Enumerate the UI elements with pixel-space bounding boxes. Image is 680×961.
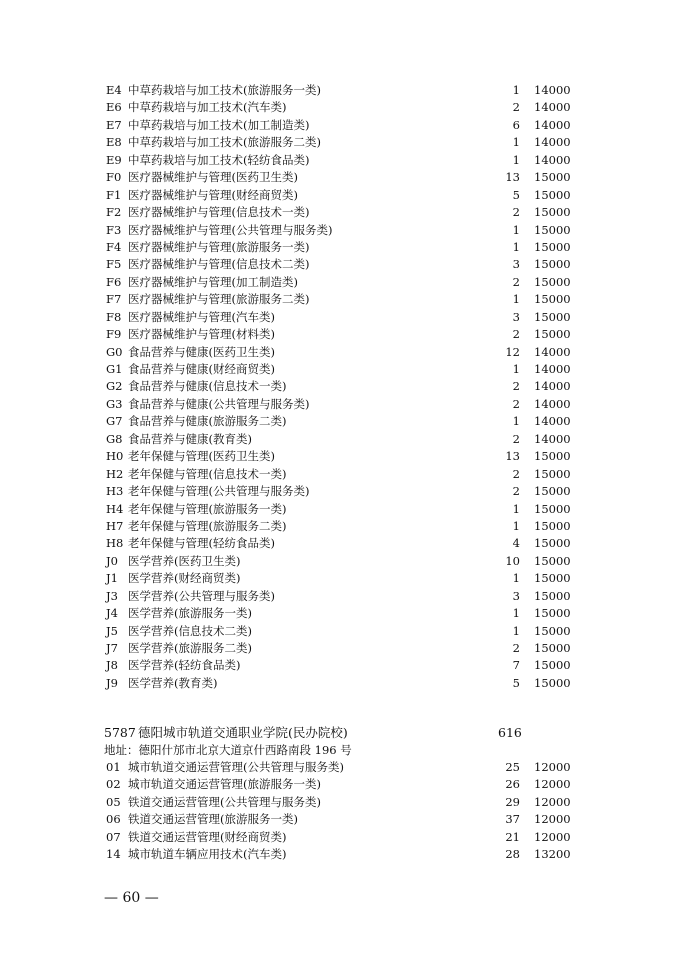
tuition-fee: 14000 xyxy=(534,100,571,115)
enrollment-count: 2 xyxy=(512,274,520,289)
program-code: F9 xyxy=(106,327,122,342)
program-name: 老年保健与管理(医药卫生类) xyxy=(128,449,275,464)
program-code: F8 xyxy=(106,309,122,324)
table-row xyxy=(0,759,680,776)
table-row xyxy=(0,291,680,308)
table-row xyxy=(0,326,680,343)
program-code: J8 xyxy=(106,658,118,673)
tuition-fee: 14000 xyxy=(534,362,571,376)
program-code: J1 xyxy=(106,571,118,586)
program-name: 老年保健与管理(信息技术一类) xyxy=(128,466,287,481)
tuition-fee: 12000 xyxy=(534,812,571,827)
enrollment-count: 4 xyxy=(512,536,520,551)
table-row xyxy=(0,535,680,552)
tuition-fee: 15000 xyxy=(534,623,571,638)
program-code: F5 xyxy=(106,257,122,272)
enrollment-count: 3 xyxy=(512,257,520,272)
table-row xyxy=(0,152,680,169)
program-name: 医疗器械维护与管理(加工制造类) xyxy=(128,274,298,289)
enrollment-count: 2 xyxy=(512,641,520,655)
table-row xyxy=(0,623,680,640)
program-list-institution xyxy=(0,759,680,864)
page-number: — 60 — xyxy=(104,890,159,906)
program-name: 医学营养(信息技术二类) xyxy=(128,623,252,638)
tuition-fee: 15000 xyxy=(534,606,571,621)
enrollment-count: 1 xyxy=(512,135,520,150)
institution-code: 5787 xyxy=(104,725,136,740)
program-code: G8 xyxy=(106,431,123,446)
program-name: 中草药栽培与加工技术(旅游服务二类) xyxy=(128,135,321,150)
program-name: 医学营养(旅游服务二类) xyxy=(128,641,252,655)
tuition-fee: 12000 xyxy=(534,829,571,844)
enrollment-count: 1 xyxy=(512,239,520,254)
table-row xyxy=(0,99,680,116)
program-code: 05 xyxy=(106,794,121,809)
tuition-fee: 15000 xyxy=(534,239,571,254)
table-row xyxy=(0,829,680,846)
program-code: E7 xyxy=(106,117,122,132)
program-code: E9 xyxy=(106,152,122,167)
program-name: 食品营养与健康(旅游服务二类) xyxy=(128,414,287,429)
enrollment-count: 2 xyxy=(512,466,520,481)
table-row xyxy=(0,570,680,587)
program-name: 医疗器械维护与管理(旅游服务二类) xyxy=(128,292,310,307)
program-code: H7 xyxy=(106,518,124,533)
program-code: G3 xyxy=(106,396,123,411)
program-name: 老年保健与管理(旅游服务二类) xyxy=(128,518,287,533)
tuition-fee: 15000 xyxy=(534,222,571,237)
tuition-fee: 15000 xyxy=(534,449,571,464)
program-name: 医疗器械维护与管理(旅游服务一类) xyxy=(128,239,310,254)
tuition-fee: 14000 xyxy=(534,414,571,429)
enrollment-count: 29 xyxy=(505,794,520,809)
table-row xyxy=(0,588,680,605)
tuition-fee: 15000 xyxy=(534,466,571,481)
program-code: H8 xyxy=(106,536,124,551)
program-name: 城市轨道交通运营管理(旅游服务一类) xyxy=(128,777,321,792)
table-row xyxy=(0,553,680,570)
program-name: 医疗器械维护与管理(材料类) xyxy=(128,327,275,342)
table-row xyxy=(0,239,680,256)
tuition-fee: 12000 xyxy=(534,794,571,809)
program-name: 食品营养与健康(教育类) xyxy=(128,431,252,446)
table-row xyxy=(0,846,680,863)
program-code: G1 xyxy=(106,362,123,376)
table-row xyxy=(0,361,680,378)
enrollment-count: 2 xyxy=(512,379,520,394)
table-row xyxy=(0,413,680,430)
program-code: F7 xyxy=(106,292,122,307)
tuition-fee: 15000 xyxy=(534,536,571,551)
program-code: E6 xyxy=(106,100,122,115)
institution-header xyxy=(0,724,680,742)
table-row xyxy=(0,117,680,134)
program-name: 铁道交通运营管理(旅游服务一类) xyxy=(128,812,298,827)
tuition-fee: 12000 xyxy=(534,777,571,792)
program-name: 食品营养与健康(财经商贸类) xyxy=(128,362,275,376)
tuition-fee: 14000 xyxy=(534,396,571,411)
table-row xyxy=(0,396,680,413)
enrollment-count: 1 xyxy=(512,623,520,638)
tuition-fee: 15000 xyxy=(534,292,571,307)
tuition-fee: 14000 xyxy=(534,344,571,359)
program-name: 食品营养与健康(医药卫生类) xyxy=(128,344,275,359)
program-code: H4 xyxy=(106,501,124,516)
table-row xyxy=(0,169,680,186)
program-code: F2 xyxy=(106,205,122,220)
program-name: 医疗器械维护与管理(信息技术二类) xyxy=(128,257,310,272)
program-code: E8 xyxy=(106,135,122,150)
tuition-fee: 15000 xyxy=(534,518,571,533)
table-row xyxy=(0,187,680,204)
enrollment-count: 5 xyxy=(512,675,520,690)
table-row xyxy=(0,640,680,657)
tuition-fee: 13200 xyxy=(534,847,571,862)
program-name: 医疗器械维护与管理(财经商贸类) xyxy=(128,187,298,202)
table-row xyxy=(0,811,680,828)
tuition-fee: 15000 xyxy=(534,553,571,568)
program-code: J9 xyxy=(106,675,118,690)
enrollment-count: 10 xyxy=(505,553,520,568)
program-name: 医疗器械维护与管理(汽车类) xyxy=(128,309,275,324)
enrollment-count: 3 xyxy=(512,588,520,603)
program-name: 老年保健与管理(轻纺食品类) xyxy=(128,536,275,551)
tuition-fee: 15000 xyxy=(534,327,571,342)
tuition-fee: 12000 xyxy=(534,760,571,774)
enrollment-count: 2 xyxy=(512,327,520,342)
program-code: G7 xyxy=(106,414,123,429)
program-code: J0 xyxy=(106,553,118,568)
tuition-fee: 14000 xyxy=(534,135,571,150)
enrollment-count: 1 xyxy=(512,501,520,516)
table-row xyxy=(0,518,680,535)
program-code: G0 xyxy=(106,344,123,359)
enrollment-count: 21 xyxy=(505,829,520,844)
tuition-fee: 15000 xyxy=(534,501,571,516)
tuition-fee: 15000 xyxy=(534,170,571,185)
program-code: F1 xyxy=(106,187,122,202)
program-code: 14 xyxy=(106,847,121,862)
program-name: 老年保健与管理(旅游服务一类) xyxy=(128,501,287,516)
program-code: 07 xyxy=(106,829,121,844)
table-row xyxy=(0,204,680,221)
enrollment-count: 2 xyxy=(512,431,520,446)
program-name: 医学营养(财经商贸类) xyxy=(128,571,241,586)
program-code: 01 xyxy=(106,760,121,774)
tuition-fee: 15000 xyxy=(534,187,571,202)
program-code: G2 xyxy=(106,379,123,394)
tuition-fee: 15000 xyxy=(534,309,571,324)
enrollment-count: 1 xyxy=(512,292,520,307)
enrollment-count: 1 xyxy=(512,606,520,621)
institution-name: 德阳城市轨道交通职业学院(民办院校) xyxy=(138,725,348,740)
program-name: 城市轨道交通运营管理(公共管理与服务类) xyxy=(128,760,344,774)
enrollment-count: 1 xyxy=(512,414,520,429)
enrollment-count: 37 xyxy=(505,812,520,827)
program-list-continued xyxy=(0,82,680,692)
institution-total-plan: 616 xyxy=(498,725,522,740)
program-name: 医疗器械维护与管理(医药卫生类) xyxy=(128,170,298,185)
table-row xyxy=(0,657,680,674)
tuition-fee: 15000 xyxy=(534,484,571,499)
program-name: 医学营养(公共管理与服务类) xyxy=(128,588,275,603)
program-code: H2 xyxy=(106,466,124,481)
tuition-fee: 15000 xyxy=(534,641,571,655)
table-row xyxy=(0,134,680,151)
program-name: 医学营养(旅游服务一类) xyxy=(128,606,252,621)
table-row xyxy=(0,256,680,273)
tuition-fee: 14000 xyxy=(534,152,571,167)
table-row xyxy=(0,431,680,448)
table-row xyxy=(0,675,680,692)
tuition-fee: 14000 xyxy=(534,431,571,446)
program-name: 医学营养(教育类) xyxy=(128,675,218,690)
program-name: 医学营养(医药卫生类) xyxy=(128,553,241,568)
program-name: 食品营养与健康(公共管理与服务类) xyxy=(128,396,310,411)
table-row xyxy=(0,378,680,395)
program-name: 中草药栽培与加工技术(轻纺食品类) xyxy=(128,152,310,167)
enrollment-count: 7 xyxy=(512,658,520,673)
program-code: F6 xyxy=(106,274,122,289)
table-row xyxy=(0,82,680,99)
program-name: 中草药栽培与加工技术(加工制造类) xyxy=(128,117,310,132)
enrollment-count: 2 xyxy=(512,484,520,499)
program-code: F3 xyxy=(106,222,122,237)
enrollment-count: 1 xyxy=(512,83,520,97)
table-row xyxy=(0,605,680,622)
tuition-fee: 14000 xyxy=(534,117,571,132)
tuition-fee: 15000 xyxy=(534,257,571,272)
enrollment-count: 1 xyxy=(512,518,520,533)
tuition-fee: 15000 xyxy=(534,274,571,289)
tuition-fee: 15000 xyxy=(534,205,571,220)
table-row xyxy=(0,309,680,326)
program-code: J5 xyxy=(106,623,118,638)
enrollment-count: 2 xyxy=(512,100,520,115)
enrollment-count: 1 xyxy=(512,152,520,167)
program-code: H0 xyxy=(106,449,124,464)
program-code: H3 xyxy=(106,484,124,499)
enrollment-count: 6 xyxy=(512,117,520,132)
tuition-fee: 14000 xyxy=(534,83,571,97)
tuition-fee: 15000 xyxy=(534,571,571,586)
tuition-fee: 15000 xyxy=(534,588,571,603)
enrollment-count: 3 xyxy=(512,309,520,324)
tuition-fee: 15000 xyxy=(534,675,571,690)
enrollment-count: 1 xyxy=(512,571,520,586)
program-name: 医学营养(轻纺食品类) xyxy=(128,658,241,673)
program-name: 医疗器械维护与管理(信息技术一类) xyxy=(128,205,310,220)
program-name: 铁道交通运营管理(财经商贸类) xyxy=(128,829,287,844)
table-row xyxy=(0,222,680,239)
table-row xyxy=(0,483,680,500)
enrollment-count: 28 xyxy=(505,847,520,862)
enrollment-count: 1 xyxy=(512,362,520,376)
program-name: 中草药栽培与加工技术(旅游服务一类) xyxy=(128,83,321,97)
enrollment-count: 13 xyxy=(505,449,520,464)
program-code: J7 xyxy=(106,641,118,655)
institution-address: 地址：德阳什邡市北京大道京什西路南段 196 号 xyxy=(104,743,352,757)
enrollment-count: 25 xyxy=(505,760,520,774)
program-name: 中草药栽培与加工技术(汽车类) xyxy=(128,100,287,115)
program-name: 食品营养与健康(信息技术一类) xyxy=(128,379,287,394)
program-code: J4 xyxy=(106,606,118,621)
program-code: F0 xyxy=(106,170,122,185)
program-code: E4 xyxy=(106,83,122,97)
program-name: 城市轨道车辆应用技术(汽车类) xyxy=(128,847,287,862)
program-name: 铁道交通运营管理(公共管理与服务类) xyxy=(128,794,321,809)
program-name: 老年保健与管理(公共管理与服务类) xyxy=(128,484,310,499)
table-row xyxy=(0,794,680,811)
program-code: 02 xyxy=(106,777,121,792)
program-name: 医疗器械维护与管理(公共管理与服务类) xyxy=(128,222,333,237)
enrollment-count: 12 xyxy=(505,344,520,359)
table-row xyxy=(0,776,680,793)
tuition-fee: 15000 xyxy=(534,658,571,673)
table-row xyxy=(0,501,680,518)
table-row xyxy=(0,344,680,361)
table-row xyxy=(0,448,680,465)
tuition-fee: 14000 xyxy=(534,379,571,394)
enrollment-count: 2 xyxy=(512,396,520,411)
program-code: 06 xyxy=(106,812,121,827)
enrollment-count: 26 xyxy=(505,777,520,792)
program-code: J3 xyxy=(106,588,118,603)
enrollment-count: 13 xyxy=(505,170,520,185)
enrollment-count: 2 xyxy=(512,205,520,220)
table-row xyxy=(0,466,680,483)
enrollment-count: 1 xyxy=(512,222,520,237)
table-row xyxy=(0,274,680,291)
enrollment-count: 5 xyxy=(512,187,520,202)
program-code: F4 xyxy=(106,239,122,254)
